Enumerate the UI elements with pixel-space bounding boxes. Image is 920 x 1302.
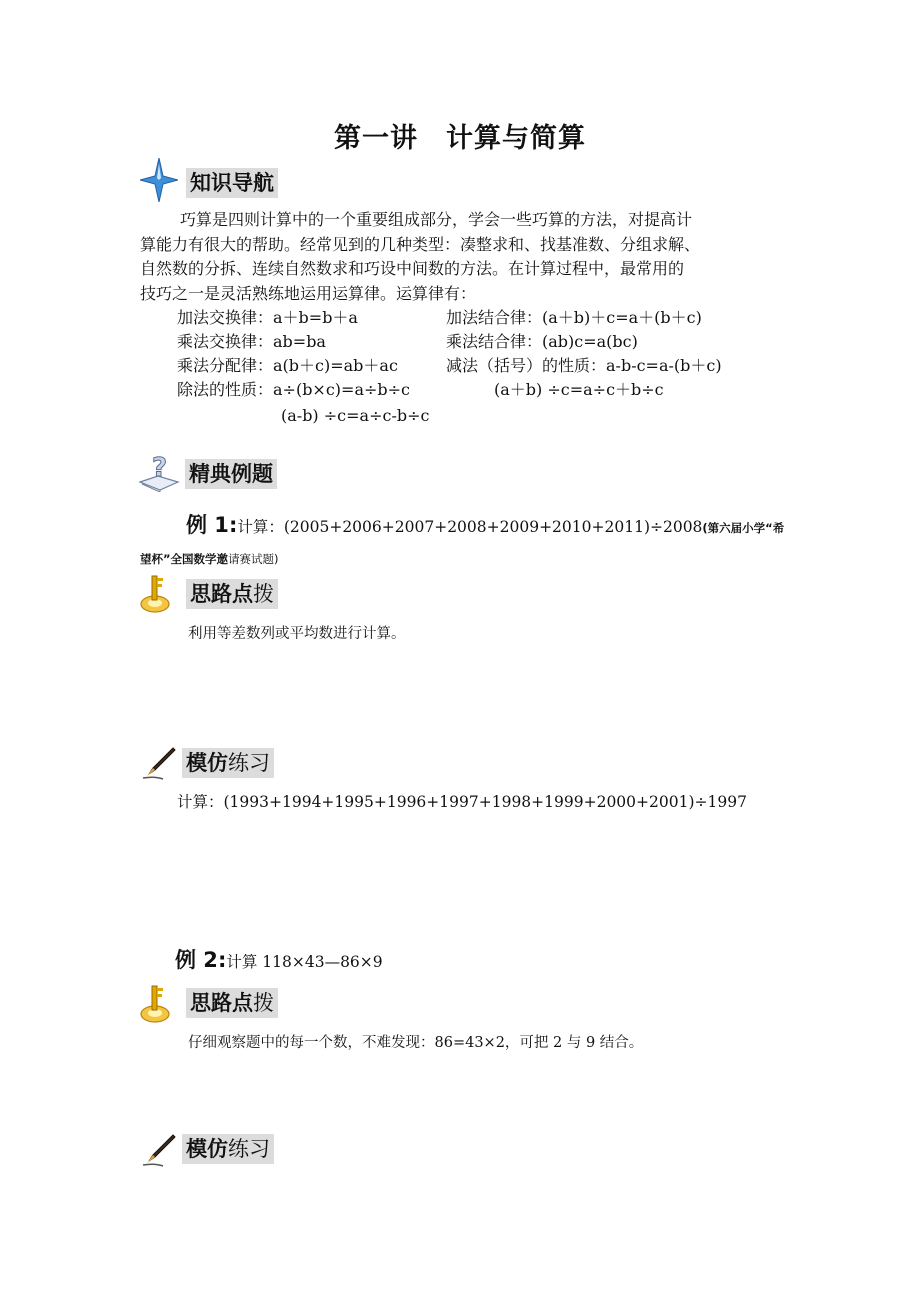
- section-practice-1-label: [182, 748, 274, 778]
- example-2-hint: 仔细观察题中的每一个数，不难发现：86=43×2，可把 2 与 9 结合。: [188, 1035, 644, 1051]
- law-multiplication-associative: 乘法结合律：(ab)c=a(bc): [446, 332, 638, 351]
- hint-2-label-light: 拨: [253, 991, 274, 1015]
- example-2-heading: [175, 944, 383, 974]
- section-hint-1-label: [186, 579, 278, 609]
- example-2-label: 例 2: [175, 948, 218, 972]
- example-1-hint: 利用等差数列或平均数进行计算。: [188, 626, 406, 642]
- practice-1-label-light: 练习: [228, 751, 270, 775]
- practice-2-label-light: 练习: [228, 1137, 270, 1161]
- intro-line-1: 巧算是四则计算中的一个重要组成部分，学会一些巧算的方法，对提高计: [180, 210, 693, 229]
- hint-2-label-bold: 思路点: [190, 991, 253, 1015]
- law-multiplication-commutative: 乘法交换律：ab=ba: [177, 332, 326, 351]
- example-1-source-a: (第六届小学“希: [702, 521, 785, 535]
- example-1-source-c: 请赛试题): [228, 552, 279, 566]
- law-addition-commutative: 加法交换律：a＋b=b＋a: [177, 308, 358, 327]
- practice-1-label-bold: 模仿: [186, 751, 228, 775]
- example-1-source-b: 望杯”全国数学邀: [140, 552, 229, 566]
- law-distributive: 乘法分配律：a(b＋c)=ab＋ac: [177, 356, 398, 375]
- law-subtraction-property: 减法（括号）的性质：a-b-c=a-(b＋c): [446, 356, 722, 375]
- section-examples-label: 精典例题: [185, 459, 277, 489]
- fountain-pen-icon: [141, 746, 177, 780]
- example-1-colon: :: [228, 513, 238, 537]
- example-1-question: 计算：(2005+2006+2007+2008+2009+2010+2011)÷2008: [237, 518, 703, 536]
- page-title: 第一讲 计算与简算: [334, 123, 586, 154]
- example-2-colon: :: [217, 948, 227, 972]
- svg-text:?: ?: [152, 453, 168, 483]
- question-book-icon: [138, 452, 180, 492]
- intro-line-4: 技巧之一是灵活熟练地运用运算律。运算律有：: [140, 283, 477, 303]
- example-1-heading: [186, 509, 784, 539]
- hint-1-label-light: 拨: [253, 582, 274, 606]
- example-1-source-line: [140, 548, 279, 567]
- intro-line-3: 自然数的分拆、连续自然数求和巧设中间数的方法。在计算过程中，最常用的: [140, 259, 685, 278]
- law-addition-associative: 加法结合律：(a＋b)＋c=a＋(b＋c): [446, 308, 702, 327]
- fountain-pen-icon: [141, 1133, 177, 1167]
- practice-2-label-bold: 模仿: [186, 1137, 228, 1161]
- compass-star-icon: [140, 158, 178, 202]
- section-knowledge-label: 知识导航: [186, 168, 278, 198]
- intro-line-2: 算能力有很大的帮助。经常见到的几种类型：凑整求和、找基准数、分组求解、: [140, 234, 701, 254]
- example-2-question: 计算 118×43—86×9: [226, 953, 383, 971]
- example-1-label: 例 1: [186, 513, 229, 537]
- section-hint-2-label: [186, 988, 278, 1018]
- law-division-sum: (a＋b) ÷c=a÷c＋b÷c: [494, 380, 664, 399]
- key-medal-icon: [138, 574, 174, 614]
- practice-1-question: 计算：(1993+1994+1995+1996+1997+1998+1999+2000+2001)÷1997: [177, 793, 747, 811]
- key-medal-icon: [138, 984, 174, 1024]
- hint-1-label-bold: 思路点: [190, 582, 253, 606]
- law-division-property: 除法的性质：a÷(b×c)=a÷b÷c: [177, 380, 411, 399]
- section-practice-2-label: [182, 1134, 274, 1164]
- law-division-difference: (a-b) ÷c=a÷c-b÷c: [281, 406, 430, 425]
- intro-paragraph: [140, 208, 780, 306]
